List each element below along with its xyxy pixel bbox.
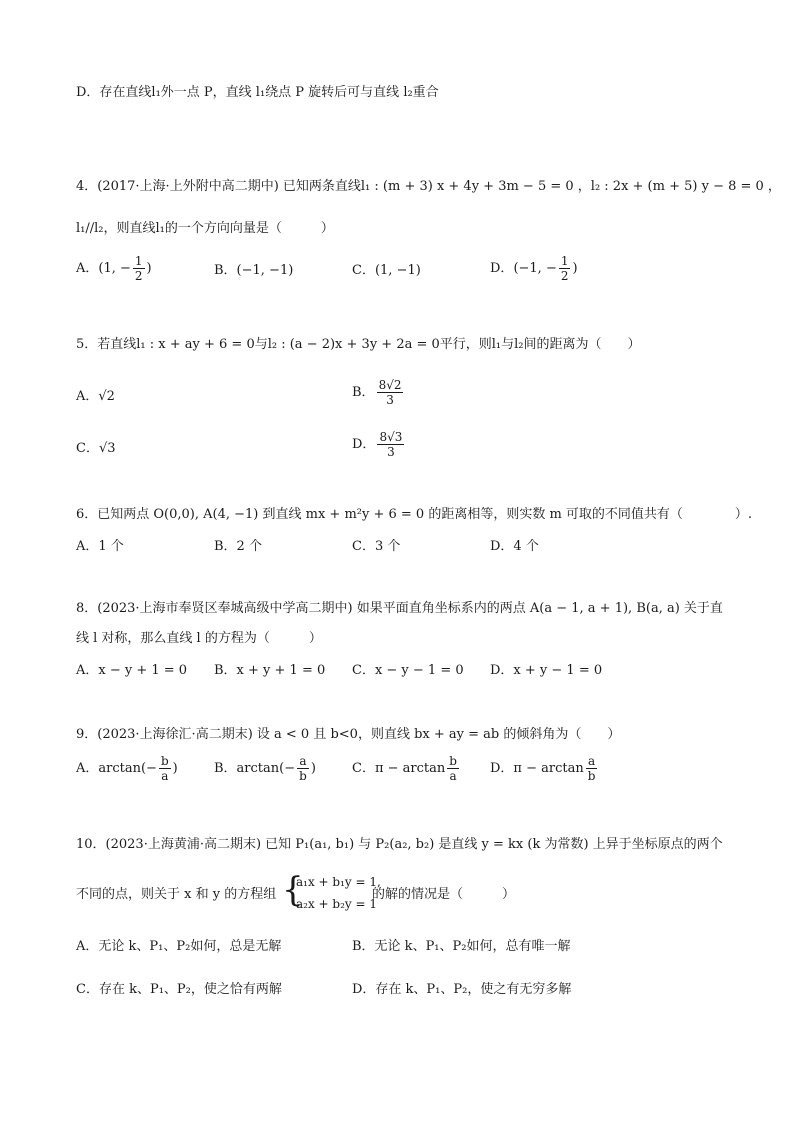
question-10-option-a[interactable]: A．无论 k、P₁、P₂如何，总是无解 [76,939,282,954]
fraction-numerator: 8√3 [379,430,403,444]
question-8-option-a[interactable]: A．x − y + 1 = 0 [76,663,188,678]
fraction-numerator: b [160,754,169,768]
question-9-option-a[interactable] [76,754,178,783]
question-5-option-c[interactable]: C．√3 [76,441,116,456]
question-4-option-d[interactable] [490,254,578,283]
option-prefix: (− [140,761,157,776]
fraction-denominator: b [587,769,596,783]
fraction-denominator: 3 [387,445,395,459]
question-6-option-c[interactable]: C．3 个 [352,539,401,554]
question-4-option-a[interactable] [76,254,152,283]
question-10-stem-line-2-end: 的解的情况是（ ） [372,887,516,902]
fraction [586,754,598,783]
fraction [159,754,171,783]
question-10-option-b[interactable]: B．无论 k、P₁、P₂如何，总有唯一解 [352,939,571,954]
fraction-denominator: b [299,769,307,783]
option-label: D． [490,261,514,276]
fraction [447,754,459,783]
question-8-stem-line-1: 8．(2023·上海市奉贤区奉城高级中学高二期中) 如果平面直角坐标系内的两点 A(a − 1, a + 1), B(a, a) 关于直 [76,601,723,616]
option-suffix: ) [572,261,578,276]
question-4-option-c[interactable]: C．(1, −1) [352,263,421,278]
question-10-stem-line-1: 10．(2023·上海黄浦·高二期末) 已知 P₁(a₁, b₁) 与 P₂(a₂, b₂) 是直线 y = kx (k 为常数) 上异于坐标原点的两个 [76,837,723,852]
option-suffix: ) [146,261,152,276]
question-9-option-c[interactable] [352,754,461,783]
fraction [559,254,571,283]
question-6-option-a[interactable]: A．1 个 [76,539,124,554]
fraction-denominator: 2 [560,269,569,283]
question-9-option-d[interactable] [490,754,599,783]
system-equation-2: a₂x + b₂y = 1 [296,897,378,911]
fraction-denominator: a [449,769,457,783]
option-suffix: ) [310,761,316,776]
fraction-numerator: 1 [560,254,569,268]
option-prefix: (−1, − [513,261,557,276]
question-8-option-c[interactable]: C．x − y − 1 = 0 [352,663,464,678]
system-brace: { [282,870,304,910]
system-equation-1: a₁x + b₁y = 1, [296,875,381,889]
question-8-option-b[interactable]: B．x + y + 1 = 0 [214,663,326,678]
question-5-option-b[interactable] [352,378,405,407]
fraction-numerator: 1 [134,254,143,268]
fraction-numerator: 8√2 [378,378,402,392]
question-9-option-b[interactable] [214,754,316,783]
question-4-stem-line-2: l₁//l₂，则直线l₁的一个方向向量是（ ） [76,221,334,236]
option-label: B．arctan [214,761,280,776]
fraction-numerator: a [586,754,598,769]
question-6-stem: 6．已知两点 O(0,0), A(4, −1) 到直线 mx + m²y + 6 = 0 的距离相等，则实数 m 可取的不同值共有（ ）. [76,507,753,522]
question-8-stem-line-2: 线 l 对称，那么直线 l 的方程为（ ） [76,631,322,646]
option-prefix: (1, − [98,261,131,276]
question-10-option-c[interactable]: C．存在 k、P₁、P₂，使之恰有两解 [76,982,282,997]
fraction-denominator: 2 [134,269,143,283]
fraction [377,430,404,459]
question-5-option-a[interactable]: A．√2 [76,389,115,404]
fraction-denominator: a [161,769,169,783]
question-5-option-d[interactable] [352,430,406,459]
option-prefix: (− [279,761,296,776]
question-6-option-b[interactable]: B．2 个 [214,539,262,554]
fraction [133,254,145,283]
fraction-numerator: b [449,754,457,768]
question-8-option-d[interactable]: D．x + y − 1 = 0 [490,663,603,678]
fraction [377,378,404,407]
option-label: C．π − arctan [352,761,446,776]
option-label: B． [352,385,375,400]
question-6-option-d[interactable]: D．4 个 [490,539,539,554]
question-4-stem-line-1: 4．(2017·上海·上外附中高二期中) 已知两条直线l₁ : (m + 3) x + 4y + 3m − 5 = 0 ，l₂ : 2x + (m + 5) y − 8 = 0 ， [76,179,781,194]
question-5-stem: 5．若直线l₁ : x + ay + 6 = 0与l₂ : (a − 2)x + 3y + 2a = 0平行，则l₁与l₂间的距离为（ ） [76,337,641,352]
option-label: D． [352,437,376,452]
fraction-denominator: 3 [386,393,394,407]
fraction [297,754,309,783]
option-label: A．arctan [76,761,141,776]
question-9-stem: 9．(2023·上海徐汇·高二期末) 设 a < 0 且 b<0，则直线 bx + ay = ab 的倾斜角为（ ） [76,727,621,742]
question-10-option-d[interactable]: D．存在 k、P₁、P₂，使之有无穷多解 [352,982,572,997]
fraction-numerator: a [297,754,309,769]
prev-question-option-d: D．存在直线l₁外一点 P，直线 l₁绕点 P 旋转后可与直线 l₂重合 [76,85,439,100]
option-label: A． [76,261,99,276]
option-label: D．π − arctan [490,761,584,776]
question-10-stem-line-2-start: 不同的点，则关于 x 和 y 的方程组 [76,887,277,902]
question-4-option-b[interactable]: B．(−1, −1) [214,263,294,278]
option-suffix: ) [172,761,178,776]
